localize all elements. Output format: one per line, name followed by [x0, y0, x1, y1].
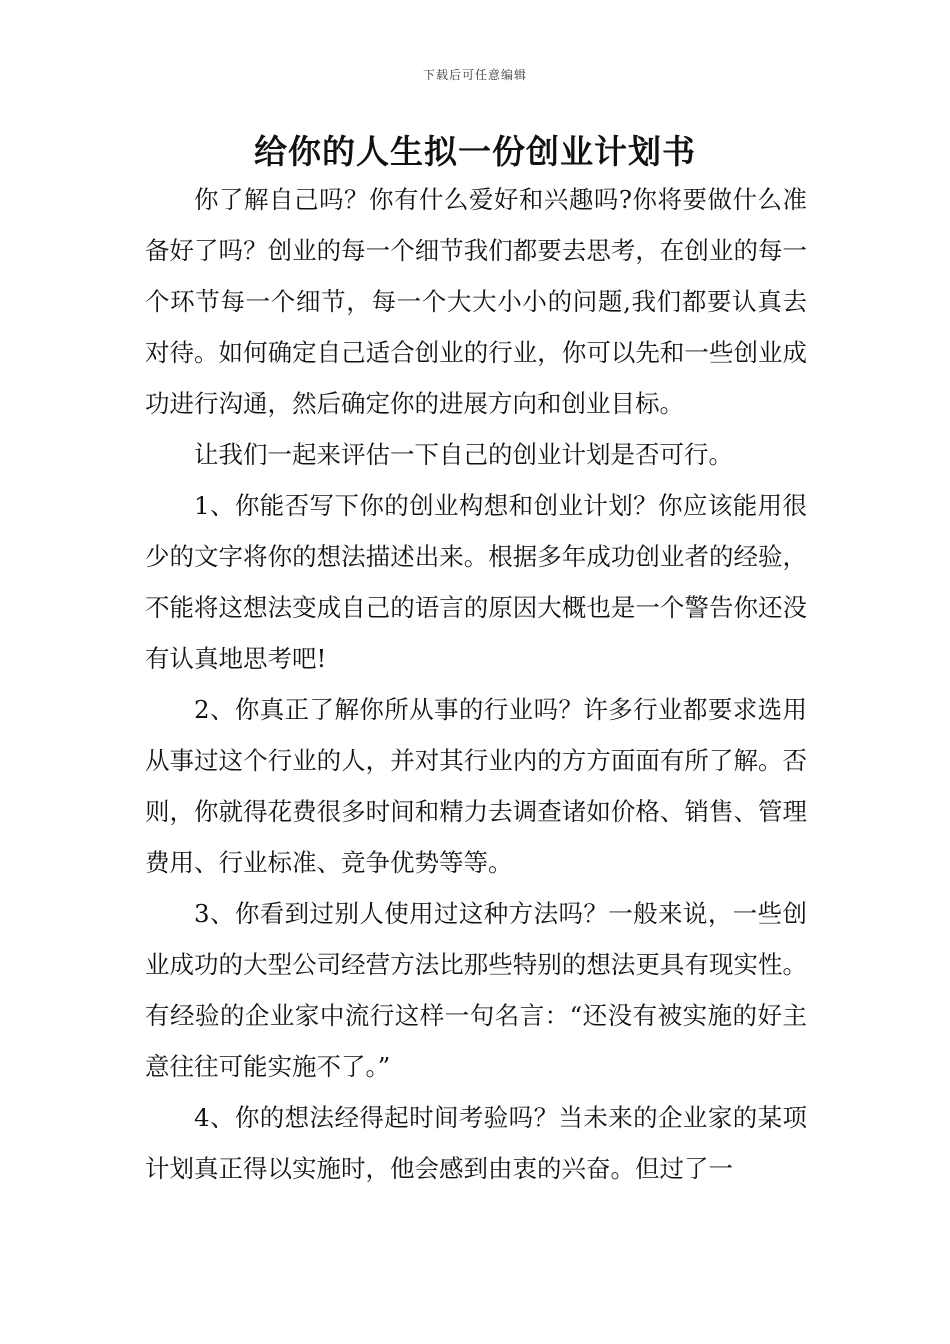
paragraph-point-4: 4、你的想法经得起时间考验吗？当未来的企业家的某项计划真正得以实施时，他会感到由衷的兴奋。但过了一: [145, 1103, 807, 1183]
paragraph-point-3: 3、你看到过别人使用过这种方法吗？一般来说，一些创业成功的大型公司经营方法比那些特别的想法更具有现实性。有经验的企业家中流行这样一句名言：“还没有被实施的好主意往往可能实施不了。”: [145, 899, 807, 1081]
document-title: 给你的人生拟一份创业计划书: [254, 132, 696, 171]
paragraph-evaluate: 让我们一起来评估一下自己的创业计划是否可行。: [194, 440, 733, 469]
document-body: [145, 174, 807, 1194]
paragraph-intro: 你了解自己吗？你有什么爱好和兴趣吗?你将要做什么准备好了吗？创业的每一个细节我们都要去思考，在创业的每一个环节每一个细节，每一个大大小小的问题,我们都要认真去对待。如何确定自己适合创业的行业，你可以先和一些创业成功进行沟通，然后确定你的进展方向和创业目标。: [145, 185, 807, 418]
paragraph-point-2: 2、你真正了解你所从事的行业吗？许多行业都要求选用从事过这个行业的人，并对其行业内的方方面面有所了解。否则，你就得花费很多时间和精力去调查诸如价格、销售、管理费用、行业标准、竞争优势等等。: [145, 695, 807, 877]
header-note: 下载后可任意编辑: [422, 68, 527, 82]
paragraph-point-1: 1、你能否写下你的创业构想和创业计划？你应该能用很少的文字将你的想法描述出来。根据多年成功创业者的经验，不能将这想法变成自己的语言的原因大概也是一个警告你还没有认真地思考吧!: [145, 491, 807, 673]
